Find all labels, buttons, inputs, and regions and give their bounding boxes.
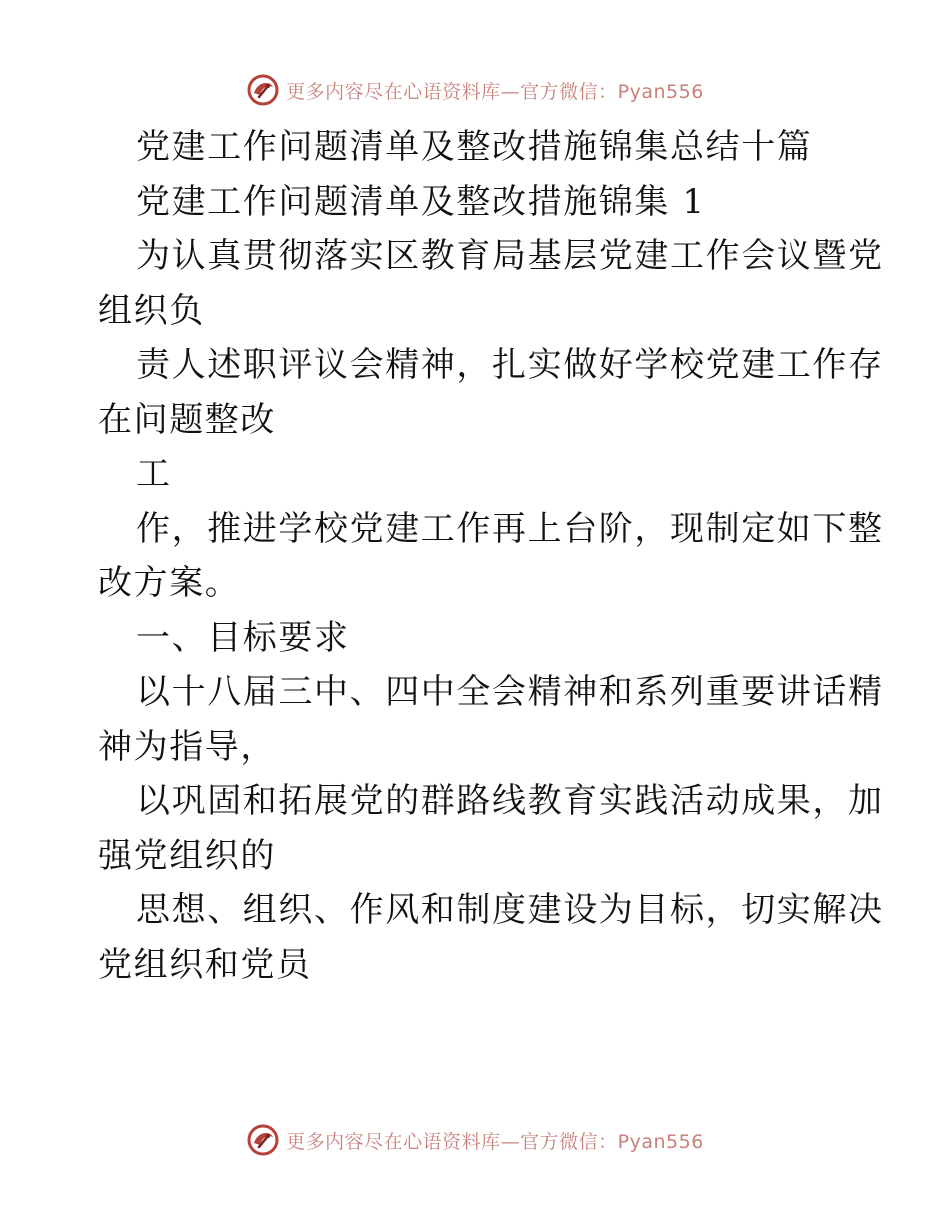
- paragraph-line: 改方案。: [98, 563, 241, 603]
- section-heading: 一、目标要求: [136, 617, 350, 658]
- paragraph-line: 作，推进学校党建工作再上台阶，现制定如下整: [136, 508, 884, 549]
- paragraph-line: 工: [136, 454, 172, 494]
- paragraph-line: 思想、组织、作风和制度建设为目标，切实解决: [136, 890, 884, 930]
- paragraph-line: 以十八届三中、四中全会精神和系列重要讲话精: [136, 672, 884, 712]
- doc-title: 党建工作问题清单及整改措施锦集总结十篇: [136, 127, 813, 167]
- footer-banner-text-cn: 更多内容尽在心语资料库—官方微信：: [286, 1130, 618, 1153]
- paragraph-line: 以巩固和拓展党的群路线教育实践活动成果，加: [136, 781, 884, 821]
- header-banner-wechat-id: Pyan556: [617, 80, 704, 103]
- paragraph-line: 在问题整改: [98, 399, 276, 440]
- header-banner: [0, 70, 950, 110]
- paragraph-line: 为认真贯彻落实区教育局基层党建工作会议暨党: [136, 236, 884, 276]
- paragraph-line: 神为指导，: [98, 726, 276, 767]
- paragraph-line: 责人述职评议会精神，扎实做好学校党建工作存: [136, 345, 884, 385]
- doc-subtitle: 党建工作问题清单及整改措施锦集 1: [136, 181, 706, 222]
- footer-banner: [0, 1120, 950, 1160]
- paragraph-line: 组织负: [98, 290, 205, 331]
- red-swirl-logo-icon: [246, 1123, 280, 1157]
- document-body: [98, 120, 884, 992]
- red-swirl-logo-icon: [246, 73, 280, 107]
- paragraph-line: 强党组织的: [98, 835, 276, 876]
- footer-banner-wechat-id: Pyan556: [617, 1130, 704, 1153]
- header-banner-text-cn: 更多内容尽在心语资料库—官方微信：: [286, 80, 618, 103]
- paragraph-line: 党组织和党员: [98, 944, 312, 985]
- header-banner-text: [286, 77, 704, 104]
- footer-banner-text: [286, 1127, 704, 1154]
